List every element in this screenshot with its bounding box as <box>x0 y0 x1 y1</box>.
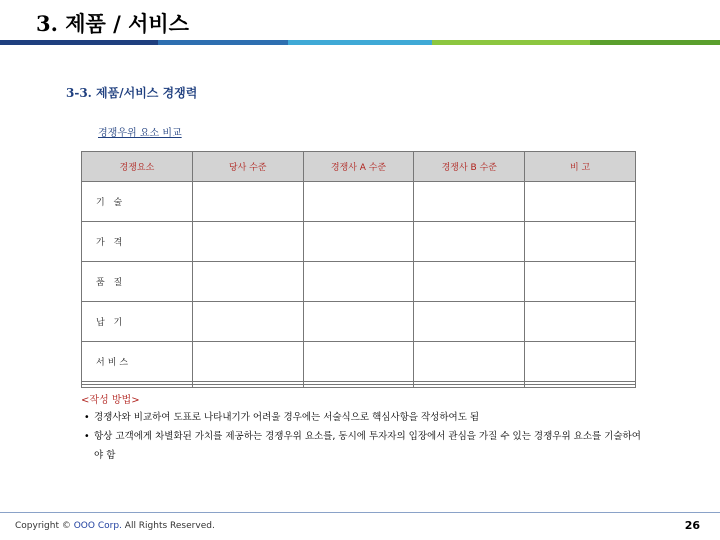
header-competitor-b: 경쟁사 B 수준 <box>414 152 525 182</box>
header-remarks: 비 고 <box>525 152 636 182</box>
table-cell <box>414 302 525 342</box>
title-bar-segment <box>432 40 590 45</box>
title-bar-segment <box>590 40 720 45</box>
table-cell <box>192 302 303 342</box>
table-row <box>82 222 636 262</box>
table-cell <box>414 182 525 222</box>
table-header-row <box>82 152 636 182</box>
header-competitive-factor: 경쟁요소 <box>82 152 193 182</box>
footer <box>15 521 215 531</box>
table-cell <box>303 302 414 342</box>
table-cell <box>303 222 414 262</box>
table-cell <box>525 222 636 262</box>
table-cell <box>525 262 636 302</box>
table-cell <box>192 262 303 302</box>
table-cell <box>414 385 525 388</box>
table-cell <box>303 385 414 388</box>
comparison-heading: 경쟁우위 요소 비교 <box>98 128 182 139</box>
table-row <box>82 182 636 222</box>
header-our-level: 당사 수준 <box>192 152 303 182</box>
table-cell <box>303 182 414 222</box>
guide-list <box>84 408 644 465</box>
table-cell <box>525 182 636 222</box>
table-cell <box>525 385 636 388</box>
guide-item-text: 경쟁사와 비교하여 도표로 나타내기가 어려울 경우에는 서술식으로 핵심사항을 작성하여도 됨 <box>94 412 480 423</box>
page-title: 3. 제품 / 서비스 <box>36 11 189 36</box>
rights-text: All Rights Reserved. <box>124 521 215 531</box>
guide-item <box>84 427 644 465</box>
copyright-text: Copyright © <box>15 521 71 531</box>
table-cell <box>525 342 636 382</box>
header-competitor-a: 경쟁사 A 수준 <box>303 152 414 182</box>
page-number: 26 <box>684 519 700 532</box>
table-row <box>82 385 636 388</box>
comparison-table <box>81 151 636 388</box>
table-cell <box>192 182 303 222</box>
table-cell <box>414 342 525 382</box>
guide-heading: <작성 방법> <box>81 395 140 406</box>
row-label: 기 술 <box>82 182 193 222</box>
table-cell <box>414 222 525 262</box>
table-row <box>82 342 636 382</box>
table-cell <box>303 262 414 302</box>
row-label <box>82 385 193 388</box>
table-row <box>82 302 636 342</box>
table-cell <box>192 222 303 262</box>
bullet-icon: • <box>84 412 90 423</box>
company-name: OOO Corp. <box>73 521 122 531</box>
row-label: 가 격 <box>82 222 193 262</box>
footer-divider <box>0 512 720 513</box>
table-cell <box>192 342 303 382</box>
title-bar-segment <box>158 40 288 45</box>
table-cell <box>525 302 636 342</box>
row-label: 납 기 <box>82 302 193 342</box>
title-bar-segment <box>0 40 158 45</box>
title-color-bar <box>0 40 720 45</box>
table-body <box>82 182 636 388</box>
row-label: 품 질 <box>82 262 193 302</box>
title-bar-segment <box>288 40 432 45</box>
table-cell <box>414 262 525 302</box>
table-cell <box>192 385 303 388</box>
guide-item <box>84 408 644 427</box>
bullet-icon: • <box>84 431 90 442</box>
section-subtitle: 3-3. 제품/서비스 경쟁력 <box>66 86 198 100</box>
guide-item-text: 항상 고객에게 차별화된 가치를 제공하는 경쟁우위 요소를, 동시에 투자자의 입장에서 관심을 가질 수 있는 경쟁우위 요소를 기술하여야 함 <box>94 431 641 461</box>
table-cell <box>303 342 414 382</box>
row-label: 서비스 <box>82 342 193 382</box>
table-row <box>82 262 636 302</box>
